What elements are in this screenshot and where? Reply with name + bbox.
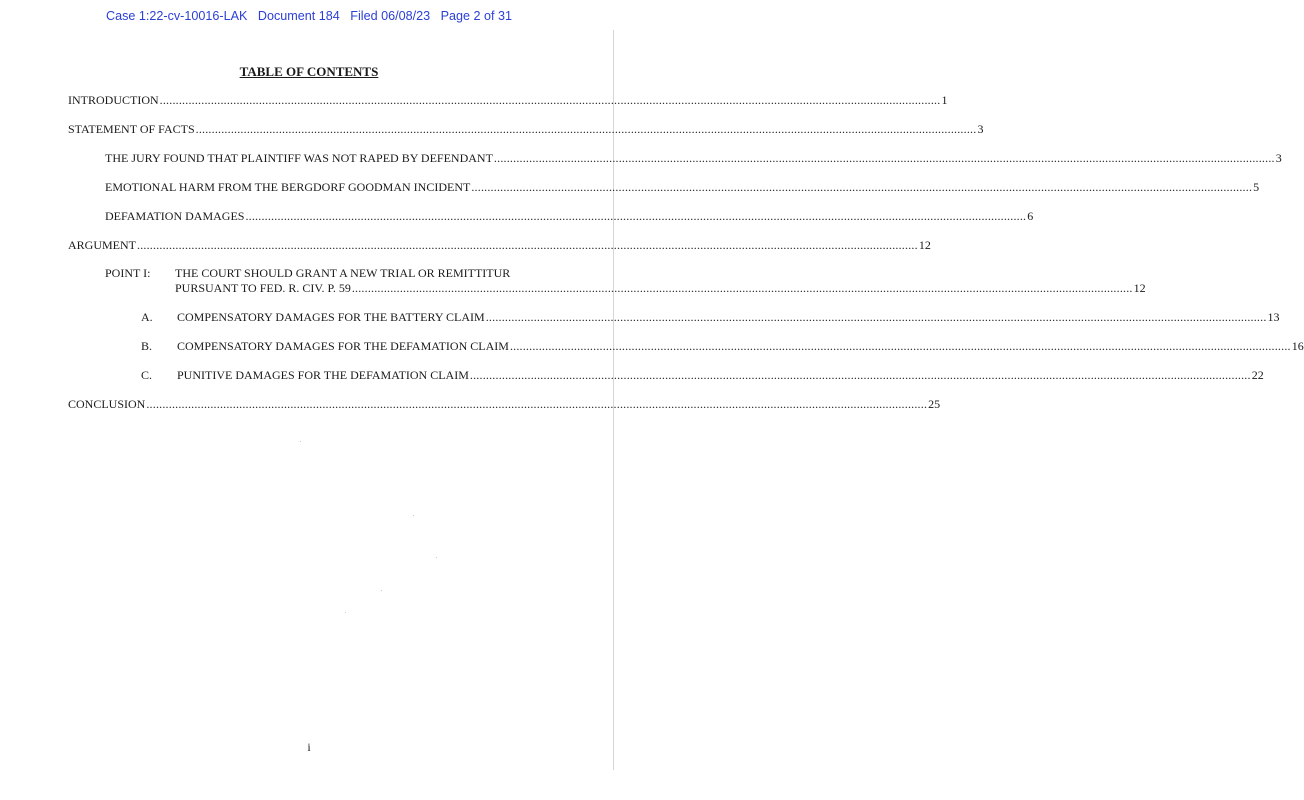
dot-leader (494, 151, 1275, 166)
toc-entry-jury-found[interactable] (105, 151, 1282, 166)
toc-page-number: 16 (1291, 339, 1304, 353)
toc-label: ARGUMENT (68, 238, 136, 252)
dot-leader (471, 180, 1252, 195)
toc-entry-point-one[interactable] (105, 266, 1146, 296)
toc-label: EMOTIONAL HARM FROM THE BERGDORF GOODMAN INCIDENT (105, 180, 471, 194)
dot-leader (486, 310, 1267, 325)
toc-page-number: 3 (1275, 151, 1282, 165)
toc-page-number: 3 (977, 122, 984, 136)
toc-entry-statement-of-facts[interactable] (68, 122, 984, 137)
dot-leader (245, 209, 1026, 224)
dot-leader (196, 122, 977, 137)
toc-label: DEFAMATION DAMAGES (105, 209, 245, 223)
toc-label: STATEMENT OF FACTS (68, 122, 195, 136)
dot-leader (470, 368, 1251, 383)
page-number: i (307, 740, 311, 754)
page-title: TABLE OF CONTENTS (239, 64, 379, 79)
dot-leader (510, 339, 1291, 354)
ecf-header-stamp: Case 1:22-cv-10016-LAK Document 184 Filed 06/08/23 Page 2 of 31 (105, 9, 513, 23)
toc-page-number: 1 (941, 93, 948, 107)
toc-sub-letter: B. (141, 339, 153, 353)
toc-page-number: 12 (918, 238, 931, 252)
toc-entry-sub-a[interactable] (141, 310, 1280, 325)
toc-label-line2: PURSUANT TO FED. R. CIV. P. 59 (175, 281, 351, 295)
toc-page-number: 12 (1133, 281, 1146, 295)
toc-label-line1: THE COURT SHOULD GRANT A NEW TRIAL OR REMITTITUR (175, 266, 511, 280)
toc-point-prefix: POINT I: (105, 266, 151, 280)
toc-sub-letter: C. (141, 368, 153, 382)
scan-speck (413, 515, 414, 516)
toc-label: PUNITIVE DAMAGES FOR THE DEFAMATION CLAIM (177, 368, 469, 382)
toc-entry-emotional-harm[interactable] (105, 180, 1260, 195)
toc-label: THE JURY FOUND THAT PLAINTIFF WAS NOT RAPED BY DEFENDANT (105, 151, 493, 165)
toc-page-number: 13 (1267, 310, 1280, 324)
toc-page-number: 5 (1253, 180, 1260, 194)
toc-entry-defamation-damages[interactable] (105, 209, 1034, 224)
toc-label: COMPENSATORY DAMAGES FOR THE BATTERY CLAIM (177, 310, 485, 324)
toc-entry-sub-b[interactable] (141, 339, 1304, 354)
toc-entry-argument[interactable] (68, 238, 931, 253)
toc-label: COMPENSATORY DAMAGES FOR THE DEFAMATION CLAIM (177, 339, 509, 353)
scan-speck (345, 612, 346, 613)
toc-entry-conclusion[interactable] (68, 397, 941, 412)
dot-leader (352, 281, 1133, 296)
dot-leader (137, 238, 918, 253)
dot-leader (160, 93, 941, 108)
toc-label: CONCLUSION (68, 397, 146, 411)
dot-leader (146, 397, 927, 412)
toc-sub-letter: A. (141, 310, 153, 324)
toc-point-heading (175, 266, 1146, 296)
scan-speck (436, 557, 437, 558)
toc-page-number: 22 (1251, 368, 1264, 382)
toc-label-line2-row (175, 281, 1146, 296)
toc-page-number: 6 (1027, 209, 1034, 223)
scan-speck (300, 441, 301, 442)
toc-page-number: 25 (928, 397, 941, 411)
toc-entry-sub-c[interactable] (141, 368, 1264, 383)
scan-speck (381, 590, 382, 591)
toc-label: INTRODUCTION (68, 93, 159, 107)
toc-entry-introduction[interactable] (68, 93, 948, 108)
